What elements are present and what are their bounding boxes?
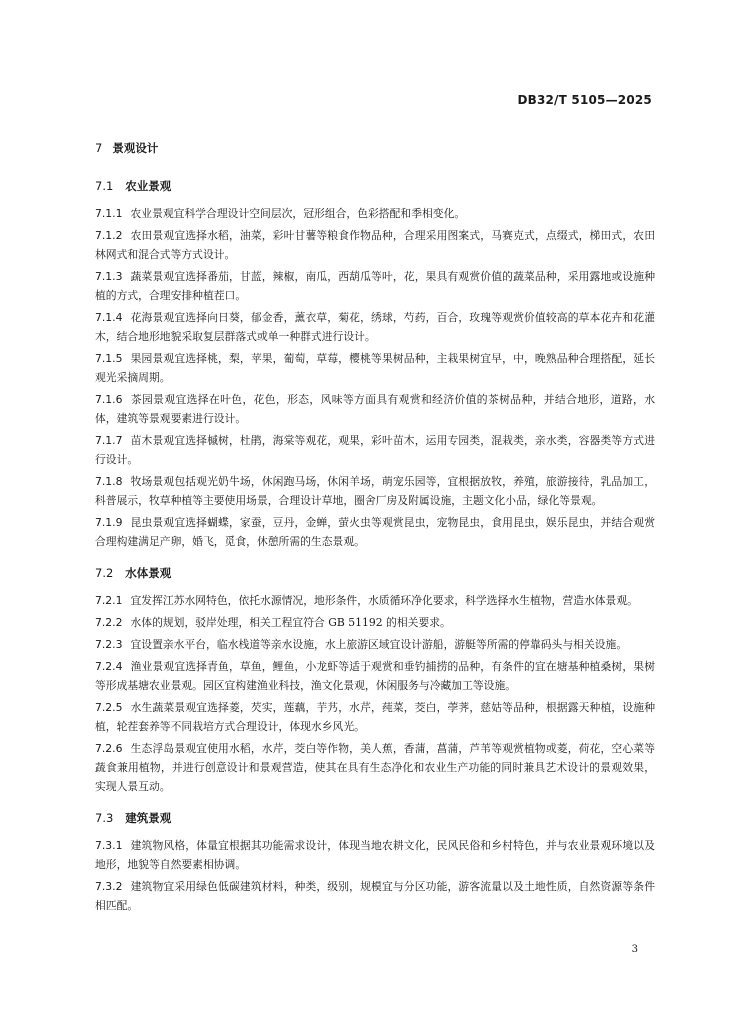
clause-text: 农业景观宜科学合理设计空间层次，冠形组合，色彩搭配和季相变化。 — [130, 207, 466, 220]
clause-text: 宜发挥江苏水网特色，依托水源情况，地形条件，水质循环净化要求，科学选择水生植物，营造水体景观。 — [130, 594, 638, 607]
clause-number: 7.1.4 — [95, 311, 123, 324]
clause-text: 花海景观宜选择向日葵，郁金香，薰衣草，菊花，绣球，芍药，百合，玫瑰等观赏价值较高的草本花卉和花灌木，结合地形地貌采取复层群落式或单一种群式进行设计。 — [95, 311, 655, 343]
clause-text: 生态浮岛景观宜使用水稻，水芹，茭白等作物，美人蕉，香蒲，菖蒲，芦苇等观赏植物或菱，荷花，空心菜等蔬食兼用植物，并进行创意设计和景观营造，使其在具有生态净化和农业生产功能的同时兼具艺术设计的景观效果，实现人景互动。 — [95, 742, 655, 793]
clause-number: 7.1.8 — [95, 475, 123, 488]
chapter-number: 7 — [95, 141, 103, 155]
clause-paragraph — [95, 613, 655, 632]
page-number: 3 — [631, 944, 638, 955]
section-title: 水体景观 — [125, 566, 172, 580]
section-heading — [95, 565, 655, 581]
clause-text: 水生蔬菜景观宜选择菱，芡实，莲藕，芋艿，水芹，莼菜，茭白，荸荠，慈姑等品种，根据露天种植，设施种植，轮茬套养等不同栽培方式合理设计，体现水乡风光。 — [95, 701, 655, 733]
clause-text: 蔬菜景观宜选择番茄，甘蓝，辣椒，南瓜，西葫瓜等叶，花，果具有观赏价值的蔬菜品种，采用露地或设施种植的方式，合理安排种植茬口。 — [95, 270, 655, 302]
clause-text: 建筑物风格，体量宜根据其功能需求设计，体现当地农耕文化，民风民俗和乡村特色，并与农业景观环境以及地形，地貌等自然要素相协调。 — [95, 839, 655, 871]
clause-paragraph — [95, 739, 655, 796]
clause-paragraph — [95, 836, 655, 874]
clause-number: 7.2.4 — [95, 660, 123, 673]
clause-paragraph — [95, 657, 655, 695]
clause-number: 7.2.5 — [95, 701, 123, 714]
clause-number: 7.1.7 — [95, 434, 123, 447]
clause-text: 果园景观宜选择桃，梨，苹果，葡萄，草莓，樱桃等果树品种，主栽果树宜早，中，晚熟品种合理搭配，延长观光采摘周期。 — [95, 352, 655, 384]
clause-paragraph — [95, 472, 655, 510]
clause-number: 7.3.2 — [95, 880, 123, 893]
clause-text: 农田景观宜选择水稻，油菜，彩叶甘薯等粮食作物品种，合理采用图案式，马赛克式，点缀式，梯田式，农田林网式和混合式等方式设计。 — [95, 229, 655, 261]
chapter-heading — [95, 140, 655, 156]
section-heading — [95, 810, 655, 826]
clause-text: 建筑物宜采用绿色低碳建筑材料，种类，级别，规模宜与分区功能，游客流量以及土地性质，自然资源等条件相匹配。 — [95, 880, 655, 912]
clause-number: 7.2.2 — [95, 616, 123, 629]
clause-paragraph — [95, 308, 655, 346]
clause-number: 7.1.2 — [95, 229, 123, 242]
clause-paragraph — [95, 226, 655, 264]
clause-paragraph — [95, 431, 655, 469]
clause-paragraph — [95, 513, 655, 551]
section-title: 建筑景观 — [125, 811, 172, 825]
section-title: 农业景观 — [125, 179, 172, 193]
standard-code: DB32/T 5105—2025 — [517, 93, 652, 107]
clause-paragraph — [95, 349, 655, 387]
clause-paragraph — [95, 267, 655, 305]
clause-text: 渔业景观宜选择青鱼，草鱼，鲤鱼，小龙虾等适于观赏和垂钓捕捞的品种，有条件的宜在塘基种植桑树，果树等形成基塘农业景观。园区宜构建渔业科技，渔文化景观，休闲服务与冷藏加工等设施。 — [95, 660, 655, 692]
section-heading — [95, 178, 655, 194]
clause-text: 茶园景观宜选择在叶色，花色，形态，风味等方面具有观赏和经济价值的茶树品种，并结合地形，道路，水体，建筑等景观要素进行设计。 — [95, 393, 655, 425]
clause-paragraph — [95, 204, 655, 223]
clause-text: 宜设置亲水平台，临水栈道等亲水设施，水上旅游区域宜设计游船，游艇等所需的停靠码头与相关设施。 — [130, 638, 628, 651]
clause-text: 苗木景观宜选择槭树，杜鹃，海棠等观花，观果，彩叶苗木，运用专园类，混栽类，亲水类，容器类等方式进行设计。 — [95, 434, 655, 466]
chapter-title: 景观设计 — [112, 141, 159, 155]
sections-container — [95, 178, 655, 915]
section-number: 7.1 — [95, 179, 114, 193]
clause-number: 7.1.3 — [95, 270, 123, 283]
clause-number: 7.1.6 — [95, 393, 123, 406]
clause-number: 7.3.1 — [95, 839, 123, 852]
section-number: 7.2 — [95, 566, 114, 580]
clause-text: 水体的规划，驳岸处理，相关工程宜符合 GB 51192 的相关要求。 — [130, 616, 451, 629]
clause-text: 牧场景观包括观光奶牛场，休闲跑马场，休闲羊场，萌宠乐园等，宜根据放牧，养殖，旅游接待，乳品加工，科普展示，牧草种植等主要使用场景，合理设计草地，圈舍厂房及附属设施，主题文化小品，绿化等景观。 — [95, 475, 655, 507]
document-body — [95, 140, 655, 918]
clause-number: 7.1.1 — [95, 207, 123, 220]
clause-paragraph — [95, 591, 655, 610]
clause-number: 7.2.3 — [95, 638, 123, 651]
clause-paragraph — [95, 877, 655, 915]
clause-number: 7.1.5 — [95, 352, 123, 365]
clause-number: 7.2.1 — [95, 594, 123, 607]
clause-text: 昆虫景观宜选择蝴蝶，家蚕，豆丹，金蝉，萤火虫等观赏昆虫，宠物昆虫，食用昆虫，娱乐昆虫，并结合观赏合理构建满足产卵，婚飞，觅食，休憩所需的生态景观。 — [95, 516, 655, 548]
section-number: 7.3 — [95, 811, 114, 825]
clause-paragraph — [95, 390, 655, 428]
clause-number: 7.2.6 — [95, 742, 123, 755]
clause-paragraph — [95, 635, 655, 654]
clause-paragraph — [95, 698, 655, 736]
clause-number: 7.1.9 — [95, 516, 123, 529]
